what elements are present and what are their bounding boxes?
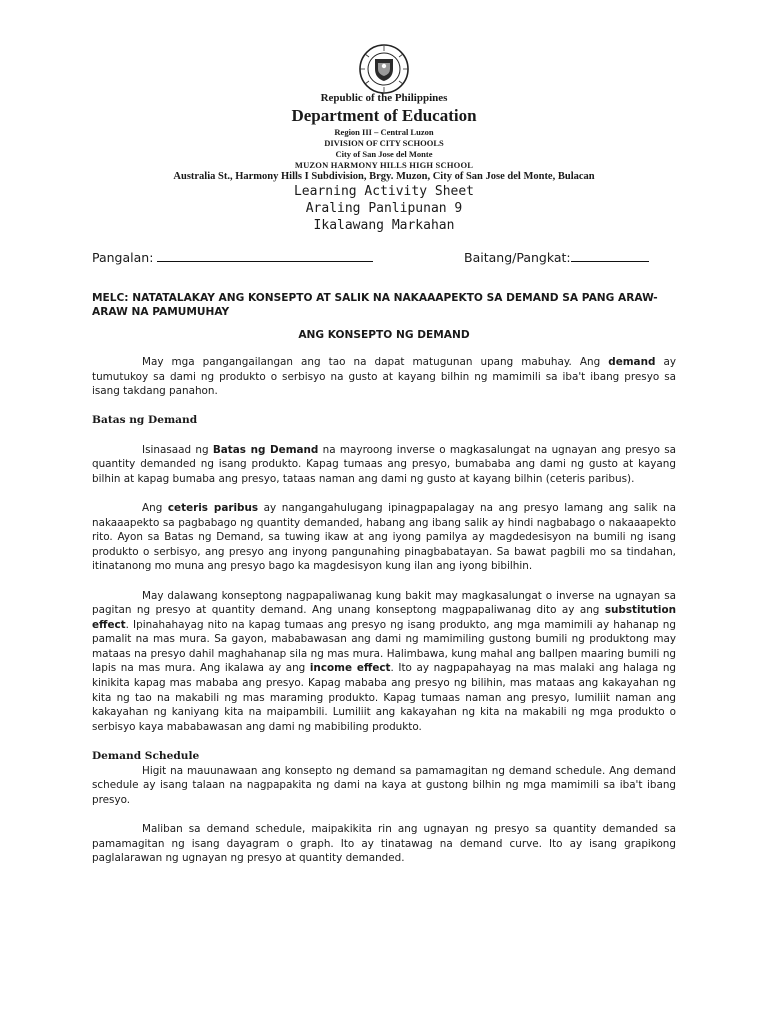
paragraph-demand-schedule: Higit na mauunawaan ang konsepto ng demand sa pamamagitan ng demand schedule. Ang demand schedule ay isang talaan na nagpapakita ng dami na kaya at gustong bilhin ng mga mamimili sa iba't ibang presyo.	[92, 764, 676, 806]
heading-demand-schedule: Demand Schedule	[92, 750, 200, 763]
melc-statement: MELC: NATATALAKAY ANG KONSEPTO AT SALIK NA NAKAAAPEKTO SA DEMAND SA PANG ARAW-ARAW NA PAMUMUHAY	[92, 292, 658, 318]
quarter-title: Ikalawang Markahan	[313, 218, 455, 233]
deped-seal-logo	[353, 44, 415, 94]
paragraph-effects: May dalawang konseptong nagpapaliwanag kung bakit may magkasalungat o inverse na ugnayan sa pagitan ng presyo at quantity demand. Ang unang konseptong magpapaliwanag dito ay ang substitution effect. Ipinahahayag nito na kapag tumaas ang presyo ng isang produkto, ang mga mamimili ay hahanap ng pamalit na mas mura. Sa gayon, mababawasan ang dami ng mamimiling gustong bumili ng produktong may mataas na presyo dahil maghahanap sila ng mas mura. Halimbawa, kung mahal ang ballpen maaring bumili ng lapis na mas mura. Ang ikalawa ay ang income effect. Ito ay nagpapahayag na mas malaki ang halaga ng kinikita kapag mas mababa ang presyo. Kapag mababa ang presyo ng bilihin, mas mataas ang kakayahan ng kita ng tao na makabili ng mas maraming produkto. Kapag tumaas naman ang presyo, lumiliit naman ang kakayahan ng kaniyang kita na maipambili. Lumiliit ang kakayahan ng kita na makabili ng mga produkto o serbisyo kaya mababawasan ang dami ng mabibiling produkto.	[92, 589, 677, 733]
student-info-fields	[92, 250, 692, 268]
school-address: Australia St., Harmony Hills I Subdivision, Brgy. Muzon, City of San Jose del Monte, Bulacan	[173, 171, 595, 182]
grade-section-blank-line[interactable]	[571, 250, 649, 262]
name-label: Pangalan:	[92, 250, 154, 265]
republic-line: Republic of the Philippines	[320, 92, 448, 104]
department-title: Department of Education	[291, 106, 477, 125]
city-line: City of San Jose del Monte	[335, 149, 433, 159]
paragraph-law-of-demand: Isinasaad ng Batas ng Demand na mayroong inverse o magkasalungat na ugnayan ang presyo sa quantity demanded ng isang produkto. Kapag tumaas ang presyo, bumababa ang dami ng gusto at kayang bilhin at kapag bumaba ang presyo, tataas naman ang dami ng gusto at kayang bilhin (ceteris paribus).	[92, 443, 677, 485]
grade-section-label: Baitang/Pangkat:	[464, 250, 571, 265]
school-name: MUZON HARMONY HILLS HIGH SCHOOL	[294, 160, 474, 170]
lesson-body	[92, 355, 676, 880]
subject-title: Araling Panlipunan 9	[305, 201, 463, 216]
name-field[interactable]	[92, 250, 373, 265]
heading-batas-ng-demand: Batas ng Demand	[92, 414, 198, 427]
sheet-title: Learning Activity Sheet	[293, 184, 474, 199]
paragraph-demand-definition: May mga pangangailangan ang tao na dapat matugunan upang mabuhay. Ang demand ay tumutukoy sa dami ng produkto o serbisyo na gusto at kayang bilhin ng mamimili sa iba't ibang presyo sa isang takdang panahon.	[92, 356, 676, 398]
region-line: Region III – Central Luzon	[334, 127, 434, 137]
division-line: DIVISION OF CITY SCHOOLS	[324, 138, 444, 148]
section-title: ANG KONSEPTO NG DEMAND	[298, 329, 470, 341]
name-blank-line[interactable]	[157, 250, 373, 262]
grade-section-field[interactable]	[464, 250, 649, 265]
paragraph-demand-curve: Maliban sa demand schedule, maipakikita rin ang ugnayan ng presyo sa quantity demanded sa pamamagitan ng isang dayagram o graph. Ito ay tinatawag na demand curve. Ito ay isang grapikong paglalarawan ng ugnayan ng presyo at quantity demanded.	[92, 823, 676, 865]
paragraph-ceteris-paribus: Ang ceteris paribus ay nangangahulugang ipinagpapalagay na ang presyo lamang ang salik na nakaaapekto sa pagbabago ng quantity demanded, habang ang ibang salik ay hindi nagbabago o nakaaapekto rito. Ayon sa Batas ng Demand, sa tuwing ikaw at ang iyong pamilya ay magdedesisyon na bumili ng isang produkto o serbisyo, ang presyo ang inyong pangunahing pinagbabatayan. Sa bawat pagbili mo sa tindahan, itinatanong mo muna ang presyo bago ka magdesisyon kung ilan ang iyong bibilhin.	[92, 501, 676, 573]
